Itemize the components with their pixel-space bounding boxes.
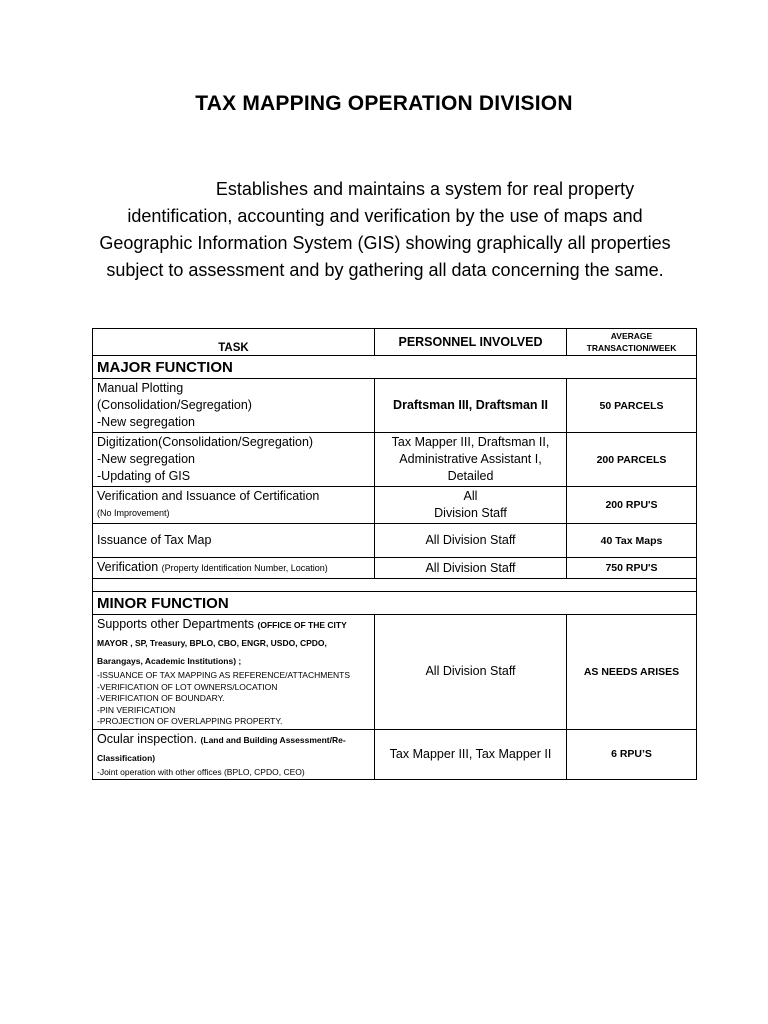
task-cell bbox=[93, 433, 375, 487]
task-label: Ocular inspection. bbox=[97, 731, 198, 746]
task-cell bbox=[93, 729, 375, 780]
table-row bbox=[93, 379, 697, 433]
average-cell: 50 PARCELS bbox=[567, 379, 697, 433]
average-cell: 40 Tax Maps bbox=[567, 524, 697, 558]
table-row bbox=[93, 729, 697, 780]
task-cell bbox=[93, 615, 375, 730]
minor-function-row bbox=[93, 592, 697, 615]
header-task: TASK bbox=[93, 329, 375, 356]
task-line: Verification and Issuance of Certification bbox=[97, 489, 320, 503]
personnel-cell: All Division Staff bbox=[375, 524, 567, 558]
task-line: -New segregation bbox=[97, 452, 195, 466]
average-cell: AS NEEDS ARISES bbox=[567, 615, 697, 730]
header-average-line-1: AVERAGE bbox=[610, 331, 653, 341]
average-cell: 200 PARCELS bbox=[567, 433, 697, 487]
task-cell bbox=[93, 379, 375, 433]
task-cell: Issuance of Tax Map bbox=[93, 524, 375, 558]
personnel-line: Division Staff bbox=[434, 506, 507, 520]
intro-text: Establishes and maintains a system for real property identification, accounting and verification by the use of maps and Geographic Information System (GIS) showing graphically all properties subject to assessment and by gathering all data concerning the same. bbox=[99, 179, 671, 280]
task-line: -Updating of GIS bbox=[97, 469, 191, 483]
task-line: Manual Plotting bbox=[97, 381, 184, 395]
table-row bbox=[93, 615, 697, 730]
header-average-line-2: TRANSACTION/WEEK bbox=[586, 343, 677, 353]
average-cell: 200 RPU'S bbox=[567, 487, 697, 524]
personnel-cell: Draftsman III, Draftsman II bbox=[375, 379, 567, 433]
task-line: -PIN VERIFICATION bbox=[97, 704, 176, 715]
task-line: -VERIFICATION OF BOUNDARY. bbox=[97, 693, 225, 703]
table-row bbox=[93, 558, 697, 579]
personnel-cell: All Division Staff bbox=[375, 558, 567, 579]
task-line: -Joint operation with other offices (BPLO, CPDO, CEO) bbox=[97, 766, 305, 777]
header-average bbox=[567, 329, 697, 356]
task-line: -PROJECTION OF OVERLAPPING PROPERTY. bbox=[97, 716, 283, 726]
task-line: (Consolidation/Segregation) bbox=[97, 398, 252, 412]
task-label: Verification bbox=[97, 560, 159, 574]
table-row bbox=[93, 487, 697, 524]
personnel-cell: Tax Mapper III, Tax Mapper II bbox=[375, 729, 567, 780]
task-note: (No Improvement) bbox=[97, 508, 170, 518]
personnel-cell bbox=[375, 487, 567, 524]
header-personnel: PERSONNEL INVOLVED bbox=[375, 329, 567, 356]
task-line: Digitization(Consolidation/Segregation) bbox=[97, 435, 314, 449]
task-note: (Property Identification Number, Location) bbox=[161, 563, 328, 573]
major-function-label: MAJOR FUNCTION bbox=[93, 356, 697, 379]
table-row bbox=[93, 524, 697, 558]
task-cell bbox=[93, 487, 375, 524]
task-note: (OFFICE OF THE CITY MAYOR , SP, Treasury, BPLO, CBO, ENGR, USDO, CPDO, Barangays, Academic Institutions) ; bbox=[97, 620, 347, 666]
average-cell: 6 RPU’S bbox=[567, 729, 697, 780]
page-title: TAX MAPPING OPERATION DIVISION bbox=[195, 92, 573, 115]
spacer-cell bbox=[93, 579, 697, 592]
task-note: (Land and Building Assessment/Re-Classification) bbox=[97, 734, 346, 763]
task-label: Supports other Departments bbox=[97, 617, 255, 631]
intro-paragraph bbox=[92, 176, 678, 284]
minor-function-label: MINOR FUNCTION bbox=[93, 592, 697, 615]
personnel-line: All bbox=[463, 489, 478, 503]
table-row bbox=[93, 433, 697, 487]
task-cell bbox=[93, 558, 375, 579]
major-function-row bbox=[93, 356, 697, 379]
functions-table bbox=[92, 328, 697, 780]
task-line: -ISSUANCE OF TAX MAPPING AS REFERENCE/ATTACHMENTS bbox=[97, 670, 350, 680]
personnel-cell: Tax Mapper III, Draftsman II, Administrative Assistant I, Detailed bbox=[375, 433, 567, 487]
spacer-row bbox=[93, 579, 697, 592]
personnel-cell: All Division Staff bbox=[375, 615, 567, 730]
task-line: -New segregation bbox=[97, 415, 195, 429]
task-line: -VERIFICATION OF LOT OWNERS/LOCATION bbox=[97, 681, 278, 692]
table-header-row bbox=[93, 329, 697, 356]
average-cell: 750 RPU'S bbox=[567, 558, 697, 579]
